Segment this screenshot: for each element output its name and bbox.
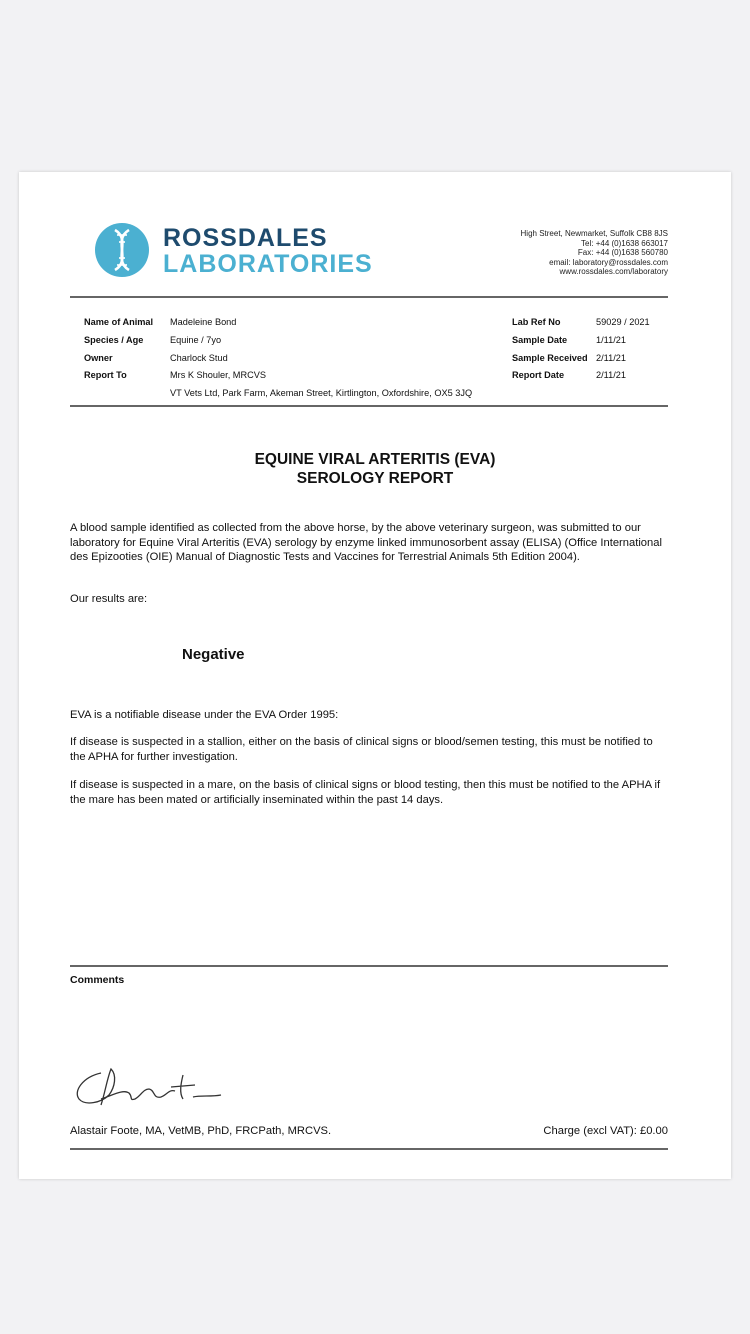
notifiable-note: EVA is a notifiable disease under the EVA Order 1995: <box>70 709 339 721</box>
address-fax: Fax: +44 (0)1638 560780 <box>577 248 668 257</box>
report-title <box>19 450 731 488</box>
info-lab-ref-value: 59029 / 2021 <box>596 317 650 327</box>
info-report-date-label: Report Date <box>512 370 565 380</box>
info-sample-date-value: 1/11/21 <box>596 335 626 345</box>
info-report-date-value: 2/11/21 <box>596 370 626 380</box>
dna-logo-icon <box>94 222 150 278</box>
info-owner-value: Charlock Stud <box>170 353 228 363</box>
info-sample-received-label: Sample Received <box>512 353 588 363</box>
report-page <box>19 172 731 1179</box>
address-website: www.rossdales.com/laboratory <box>559 267 668 276</box>
results-intro: Our results are: <box>70 593 148 605</box>
info-report-to-label: Report To <box>84 370 127 380</box>
info-report-to-address: VT Vets Ltd, Park Farm, Akeman Street, Kirtlington, Oxfordshire, OX5 3JQ <box>170 388 473 398</box>
charge-amount: Charge (excl VAT): £0.00 <box>543 1125 668 1137</box>
report-title-line1: EQUINE VIRAL ARTERITIS (EVA) <box>254 451 496 468</box>
info-sample-date-label: Sample Date <box>512 335 568 345</box>
header-divider <box>70 296 668 298</box>
mare-note: If disease is suspected in a mare, on the basis of clinical signs or blood testing, then this must be notified to the APHA if the mare has been mated or artificially inseminated within the past 14 days. <box>70 779 661 806</box>
address-phone: Tel: +44 (0)1638 663017 <box>581 238 668 248</box>
info-lab-ref-label: Lab Ref No <box>512 317 561 327</box>
comments-divider <box>70 965 668 967</box>
info-owner-label: Owner <box>84 353 113 363</box>
info-species-value: Equine / 7yo <box>170 335 222 345</box>
test-result: Negative <box>182 646 245 663</box>
info-species-label: Species / Age <box>84 335 144 345</box>
intro-paragraph: A blood sample identified as collected from the above horse, by the above veterinary surgeon, was submitted to our laboratory for Equine Viral Arteritis (EVA) serology by enzyme linked immunosorbent assay (ELISA) (Office International des Epizooties (OIE) Manual of Diagnostic Tests and Vaccines for Terrestrial Animals 5th Edition 2004). <box>70 522 662 563</box>
report-title-line2: SEROLOGY REPORT <box>296 470 454 487</box>
info-name-value: Madeleine Bond <box>170 317 237 327</box>
logo-word-rossdales: ROSSDALES <box>163 224 328 252</box>
info-report-to-value: Mrs K Shouler, MRCVS <box>170 370 266 380</box>
address-line: High Street, Newmarket, Suffolk CB8 8JS <box>520 229 668 238</box>
logo-word-laboratories: LABORATORIES <box>163 250 373 278</box>
info-sample-received-value: 2/11/21 <box>596 353 626 363</box>
signatory-name: Alastair Foote, MA, VetMB, PhD, FRCPath, MRCVS. <box>70 1125 332 1137</box>
footer-divider <box>70 1148 668 1150</box>
address-email: email: laboratory@rossdales.com <box>549 257 668 267</box>
signature-image <box>71 1059 231 1111</box>
comments-label: Comments <box>70 974 125 986</box>
stallion-note: If disease is suspected in a stallion, either on the basis of clinical signs or blood/semen testing, this must be notified to the APHA for further investigation. <box>70 736 653 763</box>
info-divider <box>70 405 668 407</box>
lab-address <box>521 229 668 277</box>
info-name-label: Name of Animal <box>84 317 154 327</box>
